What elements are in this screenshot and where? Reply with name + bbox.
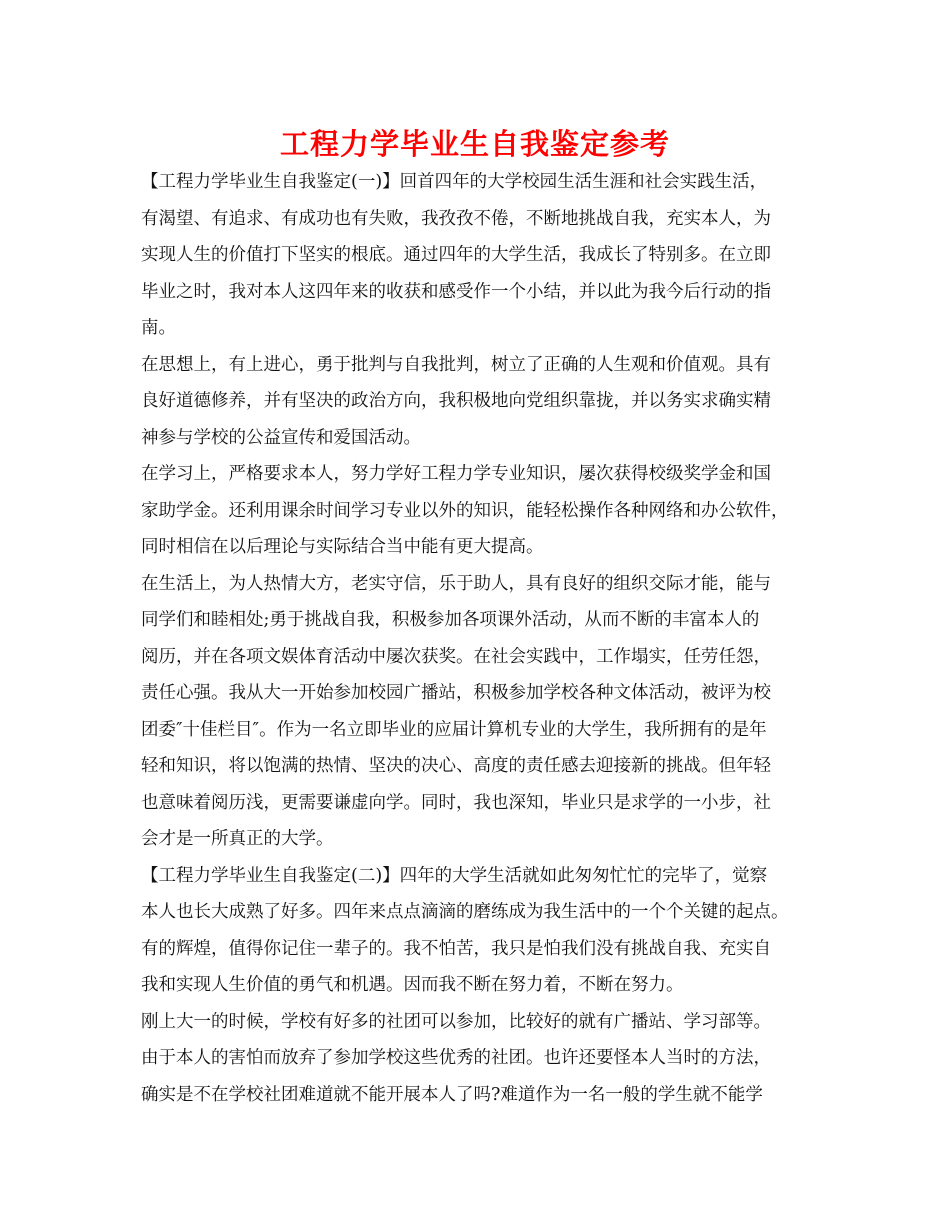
text-line: 阅历，并在各项文娱体育活动中屡次获奖。在社会实践中，工作塌实，任劳任怨， (141, 646, 771, 667)
text-line: 【工程力学毕业生自我鉴定(一)】回首四年的大学校园生活生涯和社会实践生活， (141, 172, 768, 192)
text-line: 本人也长大成熟了好多。四年来点点滴滴的磨练成为我生活中的一个个关键的起点。 (141, 902, 789, 922)
text-line: 家助学金。还利用课余时间学习专业以外的知识，能轻松操作各种网络和办公软件， (141, 500, 789, 521)
text-line: 同学们和睦相处;勇于挑战自我，积极参加各项课外活动，从而不断的丰富本人的 (141, 610, 760, 630)
text-line: 在学习上，严格要求本人，努力学好工程力学专业知识，屡次获得校级奖学金和国 (141, 464, 771, 484)
text-line: 会才是一所真正的大学。 (141, 829, 334, 849)
text-line: 神参与学校的公益宣传和爱国活动。 (141, 427, 421, 448)
text-line: 确实是不在学校社团难道就不能开展本人了吗?难道作为一名一般的学生就不能学 (141, 1084, 763, 1105)
text-line: 也意味着阅历浅，更需要谦虚向学。同时，我也深知，毕业只是求学的一小步，社 (141, 792, 771, 813)
document-title: 工程力学毕业生自我鉴定参考 (279, 127, 670, 161)
text-line: 有渴望、有追求、有成功也有失败，我孜孜不倦，不断地挑战自我，充实本人，为 (141, 208, 771, 229)
text-line: 同时相信在以后理论与实际结合当中能有更大提高。 (141, 537, 544, 557)
text-line: 刚上大一的时候，学校有好多的社团可以参加，比较好的就有广播站、学习部等。 (141, 1011, 771, 1032)
text-line: 团委″十佳栏目″。作为一名立即毕业的应届计算机专业的大学生，我所拥有的是年 (141, 719, 767, 740)
text-line: 责任心强。我从大一开始参加校园广播站，积极参加学校各种文体活动，被评为校 (141, 683, 771, 703)
text-line: 我和实现人生价值的勇气和机遇。因而我不断在努力着，不断在努力。 (141, 975, 684, 995)
text-line: 毕业之时，我对本人这四年来的收获和感受作一个小结，并以此为我今后行动的指 (141, 281, 771, 302)
text-line: 在生活上，为人热情大方，老实守信，乐于助人，具有良好的组织交际才能，能与 (141, 573, 771, 594)
text-line: 轻和知识，将以饱满的热情、坚决的决心、高度的责任感去迎接新的挑战。但年轻 (141, 756, 771, 776)
text-line: 良好道德修养，并有坚决的政治方向，我积极地向党组织靠拢，并以务实求确实精 (141, 391, 771, 411)
text-line: 实现人生的价值打下坚实的根底。通过四年的大学生活，我成长了特别多。在立即 (141, 245, 771, 265)
document-body (141, 164, 813, 1113)
text-line: 由于本人的害怕而放弃了参加学校这些优秀的社团。也许还要怪本人当时的方法， (141, 1048, 771, 1068)
text-line: 有的辉煌，值得你记住一辈子的。我不怕苦，我只是怕我们没有挑战自我、充实自 (141, 938, 771, 959)
text-line: 南。 (141, 318, 176, 338)
text-line: 【工程力学毕业生自我鉴定(二)】四年的大学生活就如此匆匆忙忙的完毕了，觉察 (141, 865, 768, 886)
text-line: 在思想上，有上进心，勇于批判与自我批判，树立了正确的人生观和价值观。具有 (141, 354, 771, 375)
